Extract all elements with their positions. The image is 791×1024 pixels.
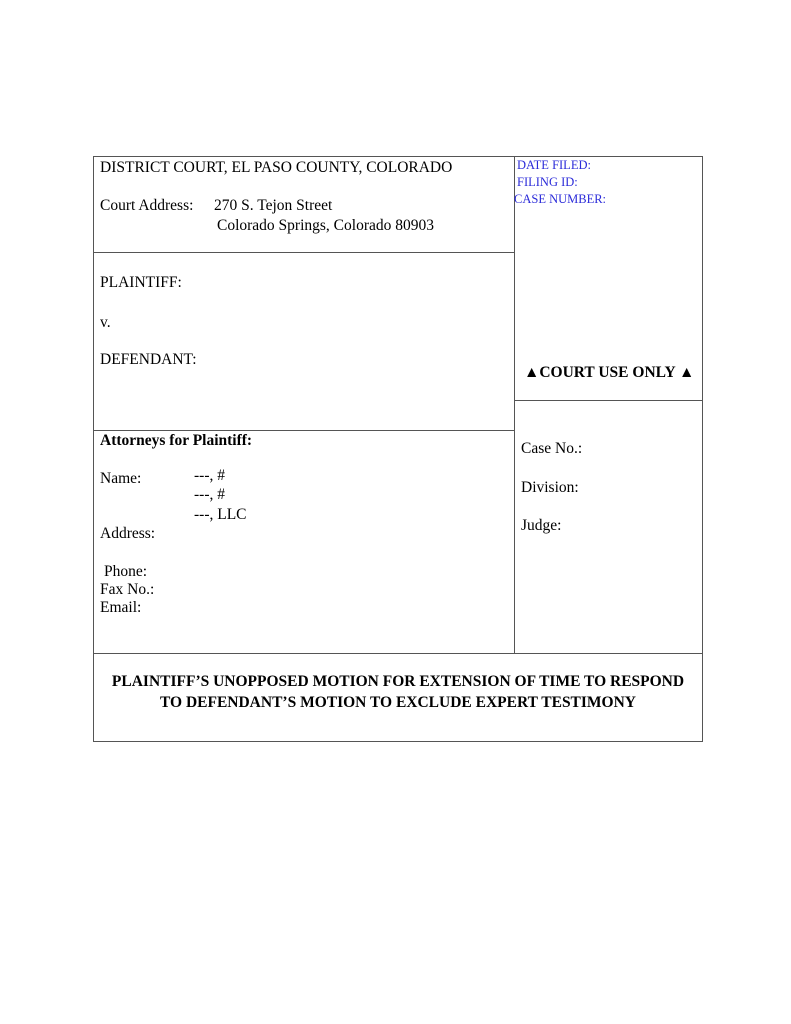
case-number-label: CASE NUMBER:	[514, 192, 607, 206]
filing-id-label: FILING ID:	[517, 175, 578, 189]
attorney-address-label: Address:	[100, 525, 156, 542]
attorneys-heading: Attorneys for Plaintiff:	[100, 432, 253, 449]
court-address-line1: 270 S. Tejon Street	[214, 197, 333, 214]
court-name: DISTRICT COURT, EL PASO COUNTY, COLORADO	[100, 159, 453, 176]
court-use-divider	[514, 400, 703, 401]
court-address-line2: Colorado Springs, Colorado 80903	[217, 217, 434, 234]
versus-label: v.	[100, 314, 111, 331]
attorney-phone-label: Phone:	[104, 563, 148, 580]
defendant-label: DEFENDANT:	[100, 351, 197, 368]
court-address-label: Court Address:	[100, 197, 194, 214]
court-use-only-label: ▲COURT USE ONLY ▲	[524, 364, 695, 381]
attorney-firm-name: ---, LLC	[194, 506, 247, 523]
case-caption-box	[93, 156, 703, 742]
court-section-divider	[94, 252, 514, 253]
attorney-name-2: ---, #	[194, 486, 225, 503]
column-divider	[514, 157, 515, 653]
attorney-fax-label: Fax No.:	[100, 581, 155, 598]
title-section-divider	[94, 653, 703, 654]
document-title-line1: PLAINTIFF’S UNOPPOSED MOTION FOR EXTENSION OF TIME TO RESPOND	[111, 673, 685, 690]
plaintiff-label: PLAINTIFF:	[100, 274, 182, 291]
document-title-line2: TO DEFENDANT’S MOTION TO EXCLUDE EXPERT TESTIMONY	[159, 694, 637, 711]
judge-label: Judge:	[521, 517, 562, 534]
case-no-label: Case No.:	[521, 440, 583, 457]
date-filed-label: DATE FILED:	[517, 158, 591, 172]
attorney-name-label: Name:	[100, 470, 142, 487]
division-label: Division:	[521, 479, 579, 496]
attorney-email-label: Email:	[100, 599, 142, 616]
attorney-name-1: ---, #	[194, 467, 225, 484]
